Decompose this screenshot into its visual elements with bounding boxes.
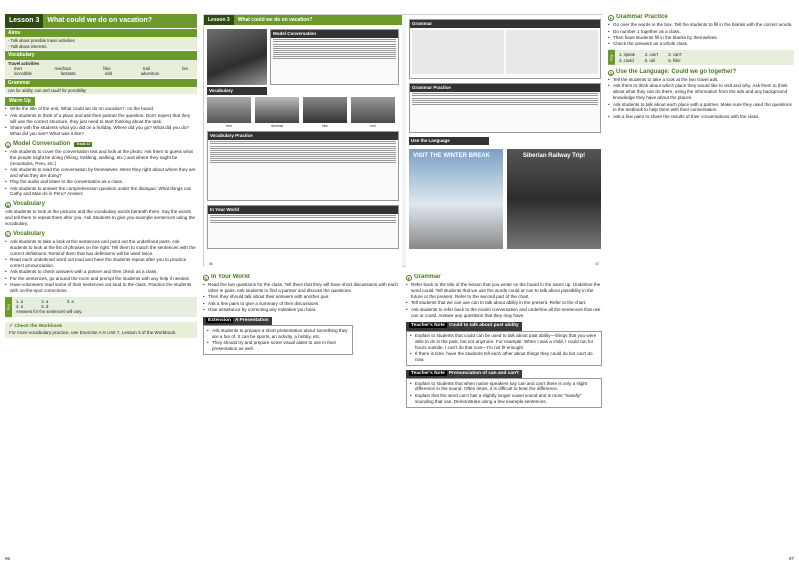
list-item: • Read each underlined word out loud and have the students repeat after you to practice correct pronunciation. [5,257,197,269]
list-item: • Ask students to cover the conversation text and look at the photo. Ask them to guess what the people might be doing (hiking, trekking, walking, etc.) and where they might be (mountains, Peru, etc.) [5,149,197,167]
list-item: • Play the audio and listen to the conversation as a class. [5,179,197,185]
vocab-caption: hike [322,124,328,128]
list-item: • They should try and prepare some visual aides to use in their presentation as well. [207,340,349,352]
e-circle-icon: E [407,275,411,281]
travel-label: Travel activities [8,60,40,66]
f-circle-icon: F [609,15,613,21]
track-tag: Track 12 [76,142,91,147]
model-conversation-box: Model Conversation [270,29,399,85]
key-answers: 1. speak 2. can't 3. can't 4. could 5. rail 6. hike [619,52,682,63]
d-circle-icon: D [204,275,208,281]
mid-teacher-column [203,274,399,464]
list-item: • Go over the words in the box. Tell the students to fill in the blanks with the correct words. [608,22,794,28]
your-world-list [203,282,399,313]
list-item: • Give assistance by correcting any mistakes you hear. [203,307,399,313]
list-item: • Read the two questions for the class. Tell them that they will have short discussions with each other in pairs. Ask students to find a partner and discuss the questions. [203,282,399,294]
student-book-spread [203,14,603,267]
list-item: • Do number 1 together as a class. [608,29,794,35]
ad2-title: Siberian Railway Trip! [522,153,586,159]
extension-heading: Extension A Presentation [203,317,272,325]
list-item: • Ask students to read the conversation by themselves. Were they right about where they are and what they are doing? [5,167,197,179]
list-item: • Have volunteers read some of their sentences out loud to the class. Practice the students with on-the-spot corrections. [5,282,197,294]
vocab-heading: Vocabulary [5,51,197,59]
teachers-note-1-body [406,331,602,366]
aims-list [5,37,197,50]
page-number-right: 97 [788,556,794,562]
vocab-caption: river [225,124,233,128]
list-item: • Ask a few pairs to give a summary of their discussions. [203,301,399,307]
teachers-note-2-heading: Teacher's Note Pronunciation of can and can't [406,370,522,378]
student-page-right [406,15,604,268]
list-item: • Ask students to answer the comprehension question under the dialogue: What things can Cathy and Mae do in Peru? Answer: [5,186,197,198]
vocab1-heading: B Vocabulary [6,201,45,209]
g-circle-icon: G [609,70,613,76]
student-page-num-right: 57 [595,262,599,266]
list-item: • Share with the students what you did on a holiday. Where did you go? What did you do? What did you see? What was it like? [5,125,197,137]
student-page-num-left: 56 [209,262,213,266]
hikers-photo [207,29,267,85]
check-workbook-box [5,322,197,338]
lesson-title: What could we do on vacation? [47,16,152,24]
list-item: • Then they should talk about their answers with another pair. [203,294,399,300]
lesson-label: Lesson 3 [5,14,43,28]
river-photo [207,97,251,123]
key-label: Key [608,50,615,65]
list-item: • Write the title of the unit, What could we do on vacation?, on the board. [5,106,197,112]
list-item: • If there is time, have the students tell each other about things they could do but can't do now. [410,351,598,363]
left-teacher-column [5,14,197,549]
list-item: • Ask students to refer back to the model conversation and underline all the sentences that use can or could. Answer any questions that they may have. [406,307,602,319]
list-item: • Then have students fill in the blanks by themselves. [608,35,794,41]
warmup-heading: Warm Up [5,97,35,105]
siberian-railway-ad [507,149,601,249]
grammar-chart-box: Grammar [409,19,601,79]
your-world-heading: D In Your World [204,274,250,281]
check-icon: ✓ [9,323,14,329]
aim-item: - Talk about possible travel activities [8,38,75,44]
list-item: • Refer back to the title of the lesson that you wrote on the board in the warm up. Underline the word could. Tell students that we use the words could or can to talk about possibility in the future or the present. Refer to the second part of the chart. [406,282,602,300]
vocab1-text: Ask students to look at the pictures and the vocabulary words beneath them. Say the words and tell them to repeat them after you. Ask Students to give you example sentences using the vocabulary. [5,209,195,226]
vocab-caption: riverboat [270,124,284,128]
list-item: • Ask students to prepare a short presentation about something they are a fan of. It can be sports, an activity, a hobby, etc. [207,328,349,340]
vocab2-heading: C Vocabulary [6,230,45,238]
key-answers: 1. a 2. a 3. a 4. a 5. d Answers for the sentences will vary. [16,298,83,315]
vocab-row: incredible fantastic wild adventure [14,71,160,77]
list-item: • Tell students that we can use can to talk about ability in the present. Refer to the chart. [406,300,602,306]
aims-heading: Aims [5,29,197,37]
student-vocab-heading: Vocabulary [207,87,267,95]
answer-key [5,297,197,317]
grammar-text: can for ability, can and could for possibility [5,87,197,94]
riverboat-photo [255,97,299,123]
key-note: Answers for the sentences will vary. [16,309,83,315]
student-page-left [204,15,402,268]
warmup-list [5,106,197,136]
use-language-col-heading: G Use the Language: Could we go together? [609,68,737,76]
list-item: • Explain that the word can't has a slightly longer vowel sound and is more "nasally" sounding that can. Demonstrate using a few example sentences. [410,393,598,405]
list-item: • Ask students to check answers with a partner and then check as a class. [5,269,197,275]
teachers-note-1-heading: Teacher's Note Could to talk about past ability [406,322,522,330]
ad1-title: VISIT THE WINTER BREAK [413,153,491,159]
list-item: • Ask them to think about which place they would like to visit and why. Ask them to think about what they can do there, using the information from the ads and any background knowledge they have about the places. [608,83,794,101]
teachers-note-2-body [406,378,602,408]
list-item: • For the sentences, go around the room and prompt the students with any help if needed. [5,276,197,282]
vocab-practice-box: Vocabulary Practice [207,131,399,201]
vocab-row: river riverboat hike trail fan [14,65,188,71]
vocab-box [5,60,197,78]
check-title: ✓ Check the Workbook [9,323,62,329]
list-item: • Ask students to talk about each place with a partner. Make sure they used the questions in the textbook to help them with their conversation. [608,102,794,114]
a-circle-icon: A [6,142,10,148]
list-item: • Ask students to take a look at the sentences and point out the underlined parts. Ask students to look at the list of phrases on the right. Tell them to match the sentences with the correct definitions. Remind them that two definitions will be used twice. [5,239,197,257]
key-label: Key [5,297,12,317]
use-language-heading: Use the Language [409,137,489,145]
list-item: • Explain to students that could can be used to talk about past ability—things that you were able to do in the past, but not anymore. For example: When I was a child, I could run for hours outside. I can't do that now—I'm not fit enough! [410,333,598,351]
aim-item: - Talk about interests [8,43,47,49]
winter-break-ad [409,149,503,249]
check-text: For more vocabulary practice, use Exercise A in Unit 7, Lesson 3 of the Workbook. [9,329,177,335]
grammar-teacher-column [406,274,602,549]
b-circle-icon: B [6,203,10,209]
grammar-col-heading: E Grammar [407,274,441,281]
grammar-list [406,282,602,318]
use-language-list [608,77,794,120]
c-circle-icon: C [6,232,10,238]
list-item: • Ask students to think of a place and ask their partner the question. Don't expect that they will use the correct structure, they just need to start thinking about the task. [5,113,197,125]
page-number-left: 96 [5,556,11,562]
student-lesson-bar: Lesson 3 What could we do on vacation? [204,15,402,25]
answer-key [608,50,794,65]
extension-body [203,325,353,355]
hike-photo [303,97,347,123]
model-conv-heading: A Model Conversation Track 12 [6,140,91,148]
grammar-practice-list [608,22,794,47]
vocab2-list [5,239,197,294]
trail-photo [351,97,395,123]
grammar-practice-heading: F Grammar Practice [609,14,668,21]
lesson-header [5,14,197,28]
grammar-practice-box: Grammar Practice [409,83,601,133]
list-item: • Tell the students to take a look at the two travel ads. [608,77,794,83]
grammar-heading: Grammar [5,79,197,87]
vocab-caption: trail [370,124,376,128]
model-list [5,149,197,198]
right-teacher-column [608,14,794,264]
list-item: • Ask a few pairs to share the results of their conversations with the class. [608,114,794,120]
list-item: • Explain to students that when native speakers say can and can't there is only a slight difference in the sound. Often times, it is difficult to hear the difference. [410,381,598,393]
list-item: • Check the answers as a whole class. [608,41,794,47]
your-world-box: In Your World [207,205,399,249]
